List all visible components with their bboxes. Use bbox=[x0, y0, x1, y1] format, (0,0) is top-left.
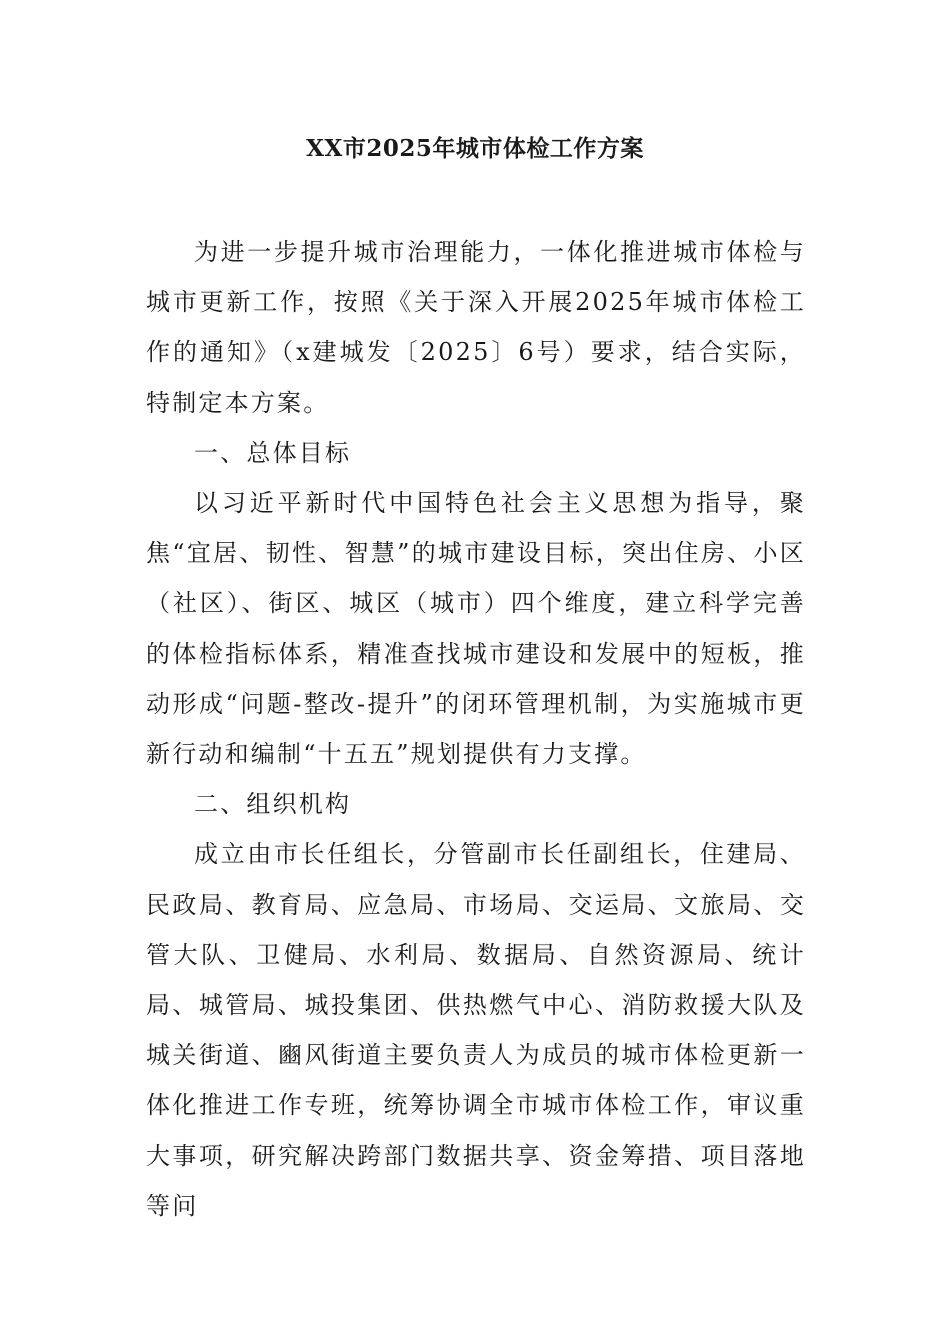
section-heading-goals: 一、总体目标 bbox=[194, 438, 352, 467]
intro-paragraph: 为进一步提升城市治理能力，一体化推进城市体检与城市更新工作，按照《关于深入开展2025年城市体检工作的通知》（x建城发〔2025〕6号）要求，结合实际，特制定本方案。 bbox=[146, 238, 806, 417]
document-title: XX市2025年城市体检工作方案 bbox=[306, 135, 644, 162]
section-heading-organization: 二、组织机构 bbox=[194, 790, 352, 819]
document-body bbox=[146, 227, 806, 1231]
goals-paragraph: 以习近平新时代中国特色社会主义思想为指导，聚焦“宜居、韧性、智慧”的城市建设目标，突出住房、小区（社区）、街区、城区（城市）四个维度，建立科学完善的体检指标体系，精准查找城市建设和发展中的短板，推动形成“问题-整改-提升”的闭环管理机制，为实施城市更新行动和编制“十五五”规划提供有力支撑。 bbox=[146, 489, 806, 769]
organization-paragraph: 成立由市长任组长，分管副市长任副组长，住建局、民政局、教育局、应急局、市场局、交运局、文旅局、交管大队、卫健局、水利局、数据局、自然资源局、统计局、城管局、城投集团、供热燃气中心、消防救援大队及城关街道、豳风街道主要负责人为成员的城市体检更新一体化推进工作专班，统筹协调全市城市体检工作，审议重大事项，研究解决跨部门数据共享、资金筹措、项目落地等问 bbox=[146, 840, 806, 1220]
